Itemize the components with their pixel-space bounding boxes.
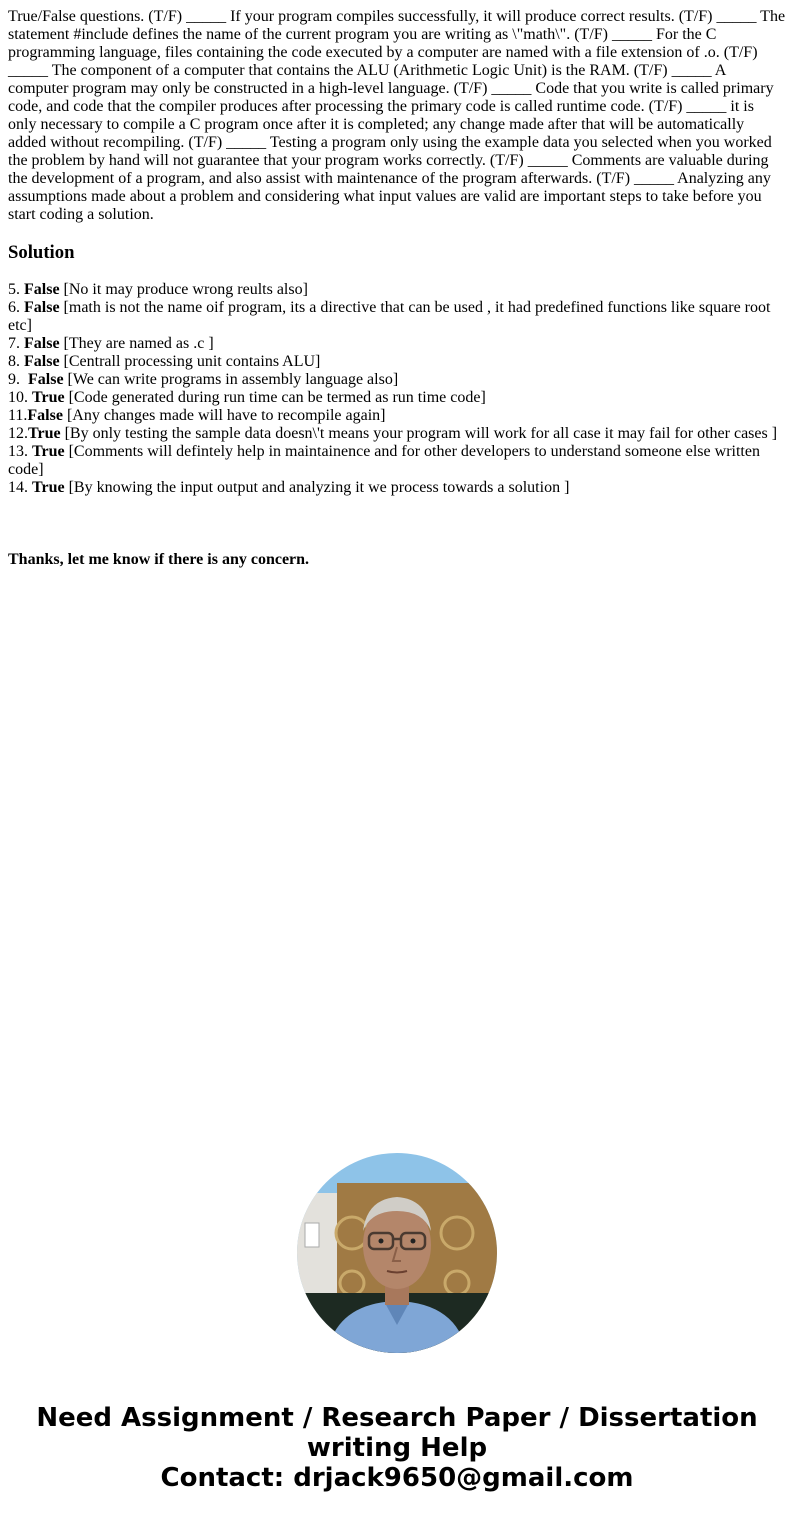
answer-explanation: [By knowing the input output and analyzing it we process towards a solution ] [64,479,570,496]
answer-number: 12. [8,425,28,442]
answer-number: 13. [8,443,32,460]
answer-item [8,299,786,335]
answer-explanation: [Comments will defintely help in maintainence and for other developers to understand someone else written code] [8,443,760,478]
page-content [0,0,794,569]
answer-verdict: True [32,389,65,406]
answer-item [8,335,786,353]
answer-item [8,425,786,443]
answer-explanation: [Any changes made will have to recompile again] [62,407,386,424]
answer-item [8,479,786,497]
answer-explanation: [We can write programs in assembly language also] [63,371,399,388]
thanks-note: Thanks, let me know if there is any concern. [8,551,310,568]
answer-item [8,443,786,479]
answer-explanation: [Centrall processing unit contains ALU] [59,353,321,370]
answer-explanation: [They are named as .c ] [59,335,214,352]
answer-item [8,353,786,371]
author-avatar [297,1153,497,1353]
answer-verdict: True [32,443,65,460]
answer-verdict: False [28,371,64,388]
answer-item [8,407,786,425]
answer-number: 9. [8,371,28,388]
answer-number: 11. [8,407,28,424]
answer-explanation: [No it may produce wrong reults also] [59,281,308,298]
promo-line-1: Need Assignment / Research Paper / Dissertation [36,1403,758,1433]
answer-verdict: False [27,407,63,424]
answer-explanation: [Code generated during run time can be termed as run time code] [64,389,486,406]
answer-verdict: False [24,353,60,370]
person-photo-icon [297,1153,497,1353]
answer-list [8,281,786,497]
solution-heading: Solution [8,242,75,263]
answer-item [8,281,786,299]
question-text: True/False questions. (T/F) _____ If your program compiles successfully, it will produce correct results. (T/F) _____ The statement #include defines the name of the current program you are writing as \"math\". (T/F) _____ For the C programming language, files containing the code executed by a computer are named with a file extension of .o. (T/F) _____ The component of a computer that contains the ALU (Arithmetic Logic Unit) is the RAM. (T/F) _____ A computer program may only be constructed in a high-level language. (T/F) _____ Code that you write is called primary code, and code that the compiler produces after processing the primary code is called runtime code. (T/F) _____ it is only necessary to compile a C program once after it is completed; any change made after that will be automatically added without recompiling. (T/F) _____ Testing a program only using the example data you selected when you worked the problem by hand will not guarantee that your program works correctly. (T/F) _____ Comments are valuable during the development of a program, and also assist with maintenance of the program afterwards. (T/F) _____ Analyzing any assumptions made about a problem and considering what input values are valid are important steps to take before you start coding a solution. [8,8,786,223]
answer-item [8,389,786,407]
answer-explanation: [math is not the name oif program, its a directive that can be used , it had predefined functions like square root etc] [8,299,771,334]
answer-verdict: False [24,299,60,316]
answer-verdict: True [32,479,65,496]
answer-explanation: [By only testing the sample data doesn\'t means your program will work for all case it may fail for other cases ] [60,425,778,442]
spacer [8,497,786,551]
promo-banner [0,1403,794,1493]
answer-item [8,371,786,389]
answer-number: 7. [8,335,24,352]
answer-number: 14. [8,479,32,496]
answer-number: 5. [8,281,24,298]
answer-number: 8. [8,353,24,370]
promo-line-2: writing Help [306,1433,488,1463]
answer-number: 10. [8,389,32,406]
answer-verdict: False [24,335,60,352]
answer-verdict: True [28,425,61,442]
promo-contact: Contact: drjack9650@gmail.com [160,1463,634,1493]
answer-number: 6. [8,299,24,316]
answer-verdict: False [24,281,60,298]
